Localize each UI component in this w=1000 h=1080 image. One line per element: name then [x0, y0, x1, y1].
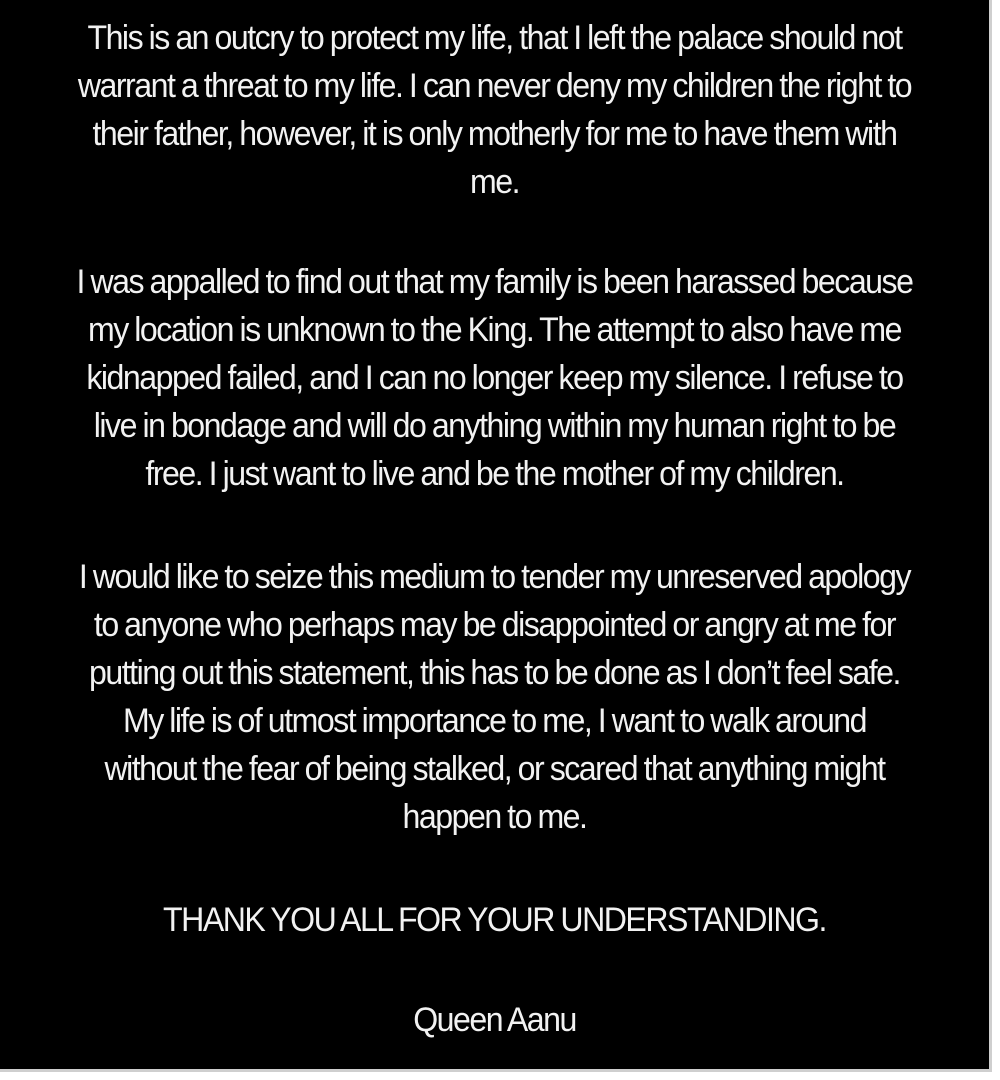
statement-line: I was appalled to find out that my family is been harassed because: [76, 263, 913, 301]
thank-you-line: THANK YOU ALL FOR YOUR UNDERSTANDING.: [163, 901, 826, 939]
statement-line: I would like to seize this medium to tender my unreserved apology: [78, 558, 911, 596]
statement-line: warrant a threat to my life. I can never deny my children the right to: [77, 67, 912, 105]
statement-line: live in bondage and will do anything within my human right to be: [93, 407, 896, 445]
statement-line: My life is of utmost importance to me, I want to walk around: [122, 702, 867, 740]
statement-paragraph-3: [1, 553, 988, 841]
statement-line: happen to me.: [402, 798, 587, 836]
statement-line: me.: [469, 163, 520, 201]
statement-line: This is an outcry to protect my life, that I left the palace should not: [87, 19, 902, 57]
statement-paragraph-1: [1, 14, 988, 206]
statement-line: to anyone who perhaps may be disappointed or angry at me for: [93, 606, 896, 644]
statement-line: putting out this statement, this has to be done as I don’t feel safe.: [89, 654, 900, 692]
statement-line: their father, however, it is only motherly for me to have them with: [92, 115, 897, 153]
statement-line: kidnapped failed, and I can no longer keep my silence. I refuse to: [86, 359, 903, 397]
statement-line: without the fear of being stalked, or scared that anything might: [104, 750, 885, 788]
statement-line: my location is unknown to the King. The attempt to also have me: [87, 311, 901, 349]
statement-line: free. I just want to live and be the mother of my children.: [145, 455, 844, 493]
signature: Queen Aanu: [413, 1001, 576, 1039]
statement-paragraph-2: [1, 258, 988, 498]
